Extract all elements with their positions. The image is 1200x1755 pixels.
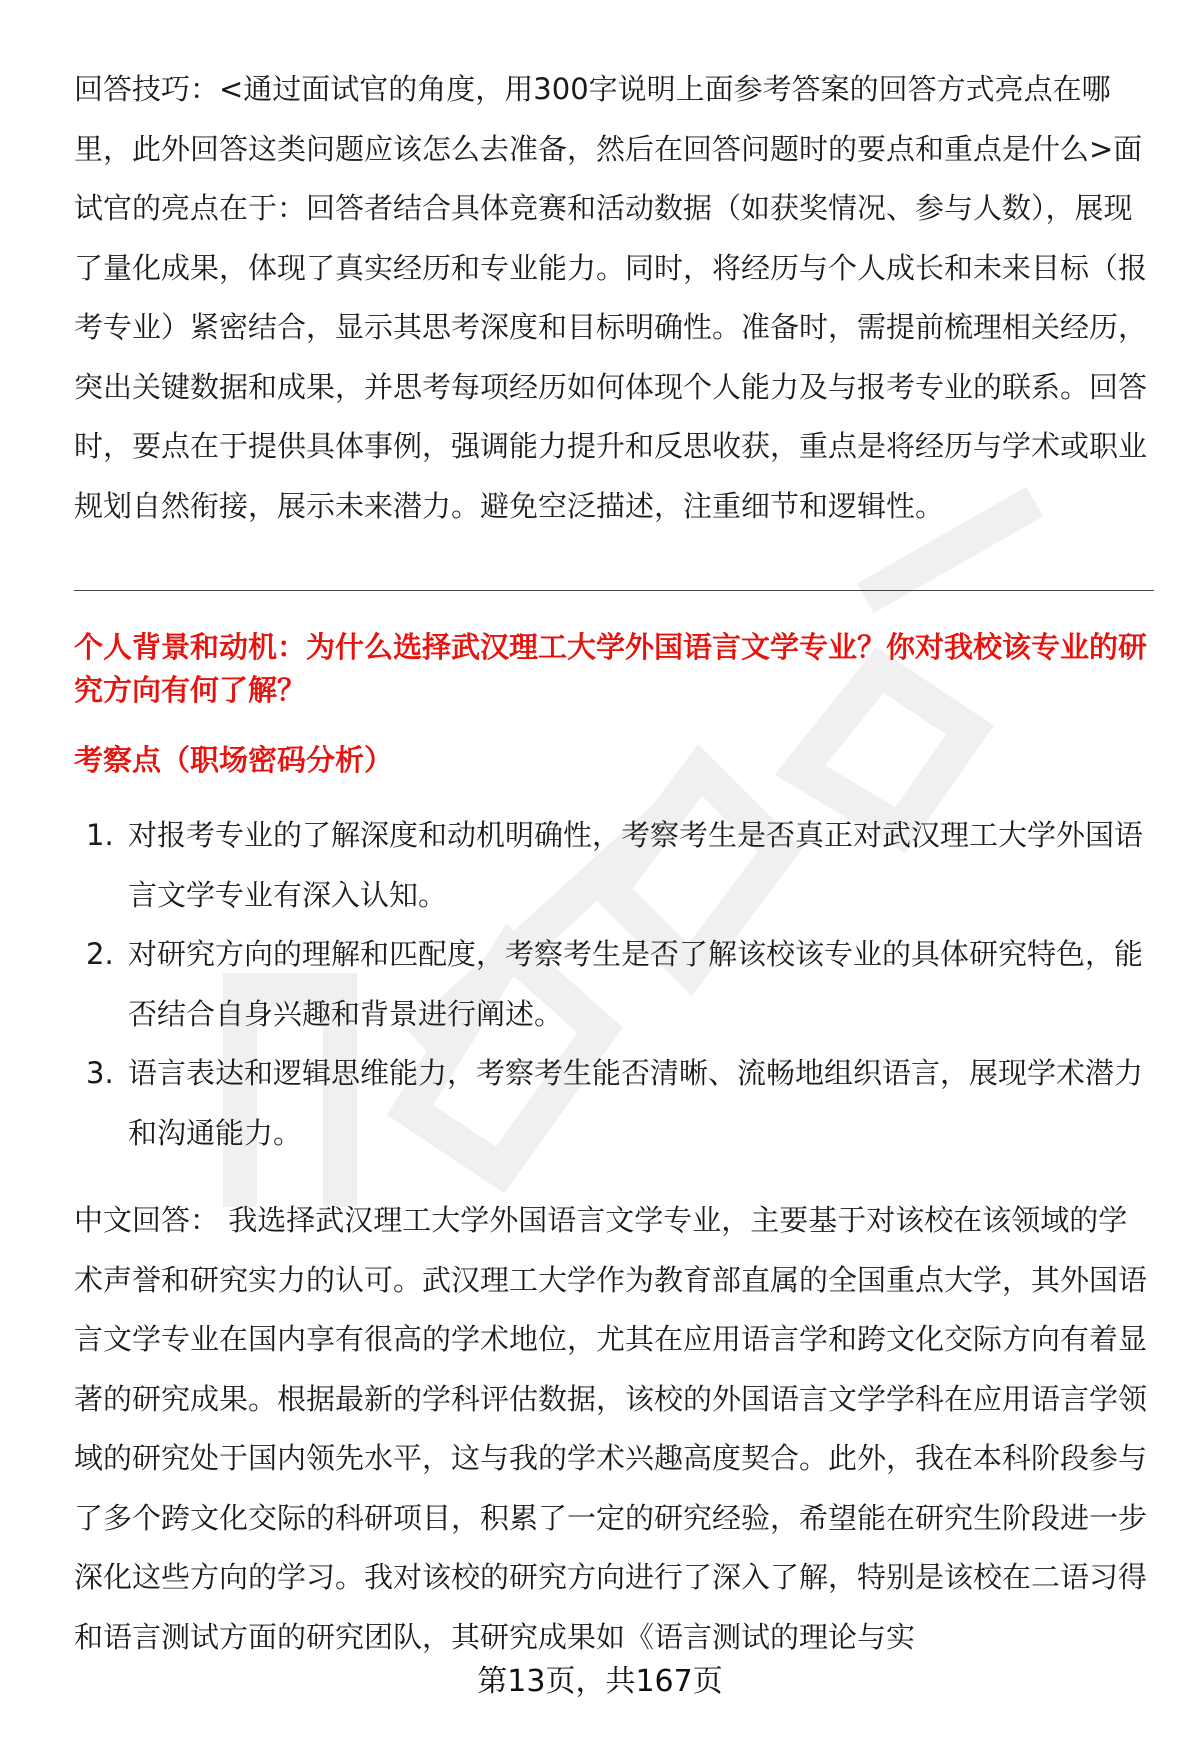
document-page (74, 60, 1154, 1667)
assessment-subheading: 考察点（职场密码分析） (74, 743, 394, 777)
question-title: 个人背景和动机：为什么选择武汉理工大学外国语言文学专业？你对我校该专业的研究方向有何了解？ (74, 630, 1148, 707)
list-item-text: 语言表达和逻辑思维能力，考察考生能否清晰、流畅地组织语言，展现学术潜力和沟通能力。 (128, 1056, 1144, 1150)
assessment-points-list (74, 806, 1154, 1163)
answer-tips-paragraph: 回答技巧：<通过面试官的角度，用300字说明上面参考答案的回答方式亮点在哪里，此外回答这类问题应该怎么去准备，然后在回答问题时的要点和重点是什么>面试官的亮点在于：回答者结合具体竞赛和活动数据（如获奖情况、参与人数），展现了量化成果，体现了真实经历和专业能力。同时，将经历与个人成长和未来目标（报考专业）紧密结合，显示其思考深度和目标明确性。准备时，需提前梳理相关经历，突出关键数据和成果，并思考每项经历如何体现个人能力及与报考专业的联系。回答时，要点在于提供具体事例，强调能力提升和反思收获，重点是将经历与学术或职业规划自然衔接，展示未来潜力。避免空泛描述，注重细节和逻辑性。 (74, 72, 1148, 523)
list-item-number: 3. (86, 1056, 114, 1090)
list-item (74, 1044, 1154, 1163)
list-item-text: 对报考专业的了解深度和动机明确性，考察考生是否真正对武汉理工大学外国语言文学专业有深入认知。 (128, 818, 1144, 912)
page-number-footer: 第13页，共167页 (477, 1664, 723, 1699)
list-item-number: 1. (86, 818, 114, 852)
list-item (74, 925, 1154, 1044)
list-item-text: 对研究方向的理解和匹配度，考察考生是否了解该校该专业的具体研究特色，能否结合自身兴趣和背景进行阐述。 (128, 937, 1144, 1031)
list-item-number: 2. (86, 937, 114, 971)
chinese-answer-paragraph: 中文回答： 我选择武汉理工大学外国语言文学专业，主要基于对该校在该领域的学术声誉和研究实力的认可。武汉理工大学作为教育部直属的全国重点大学，其外国语言文学专业在国内享有很高的学术地位，尤其在应用语言学和跨文化交际方向有着显著的研究成果。根据最新的学科评估数据，该校的外国语言文学学科在应用语言学领域的研究处于国内领先水平，这与我的学术兴趣高度契合。此外，我在本科阶段参与了多个跨文化交际的科研项目，积累了一定的研究经验，希望能在研究生阶段进一步深化这些方向的学习。我对该校的研究方向进行了深入了解，特别是该校在二语习得和语言测试方面的研究团队，其研究成果如《语言测试的理论与实 (74, 1203, 1148, 1654)
section-divider (74, 590, 1154, 591)
list-item (74, 806, 1154, 925)
